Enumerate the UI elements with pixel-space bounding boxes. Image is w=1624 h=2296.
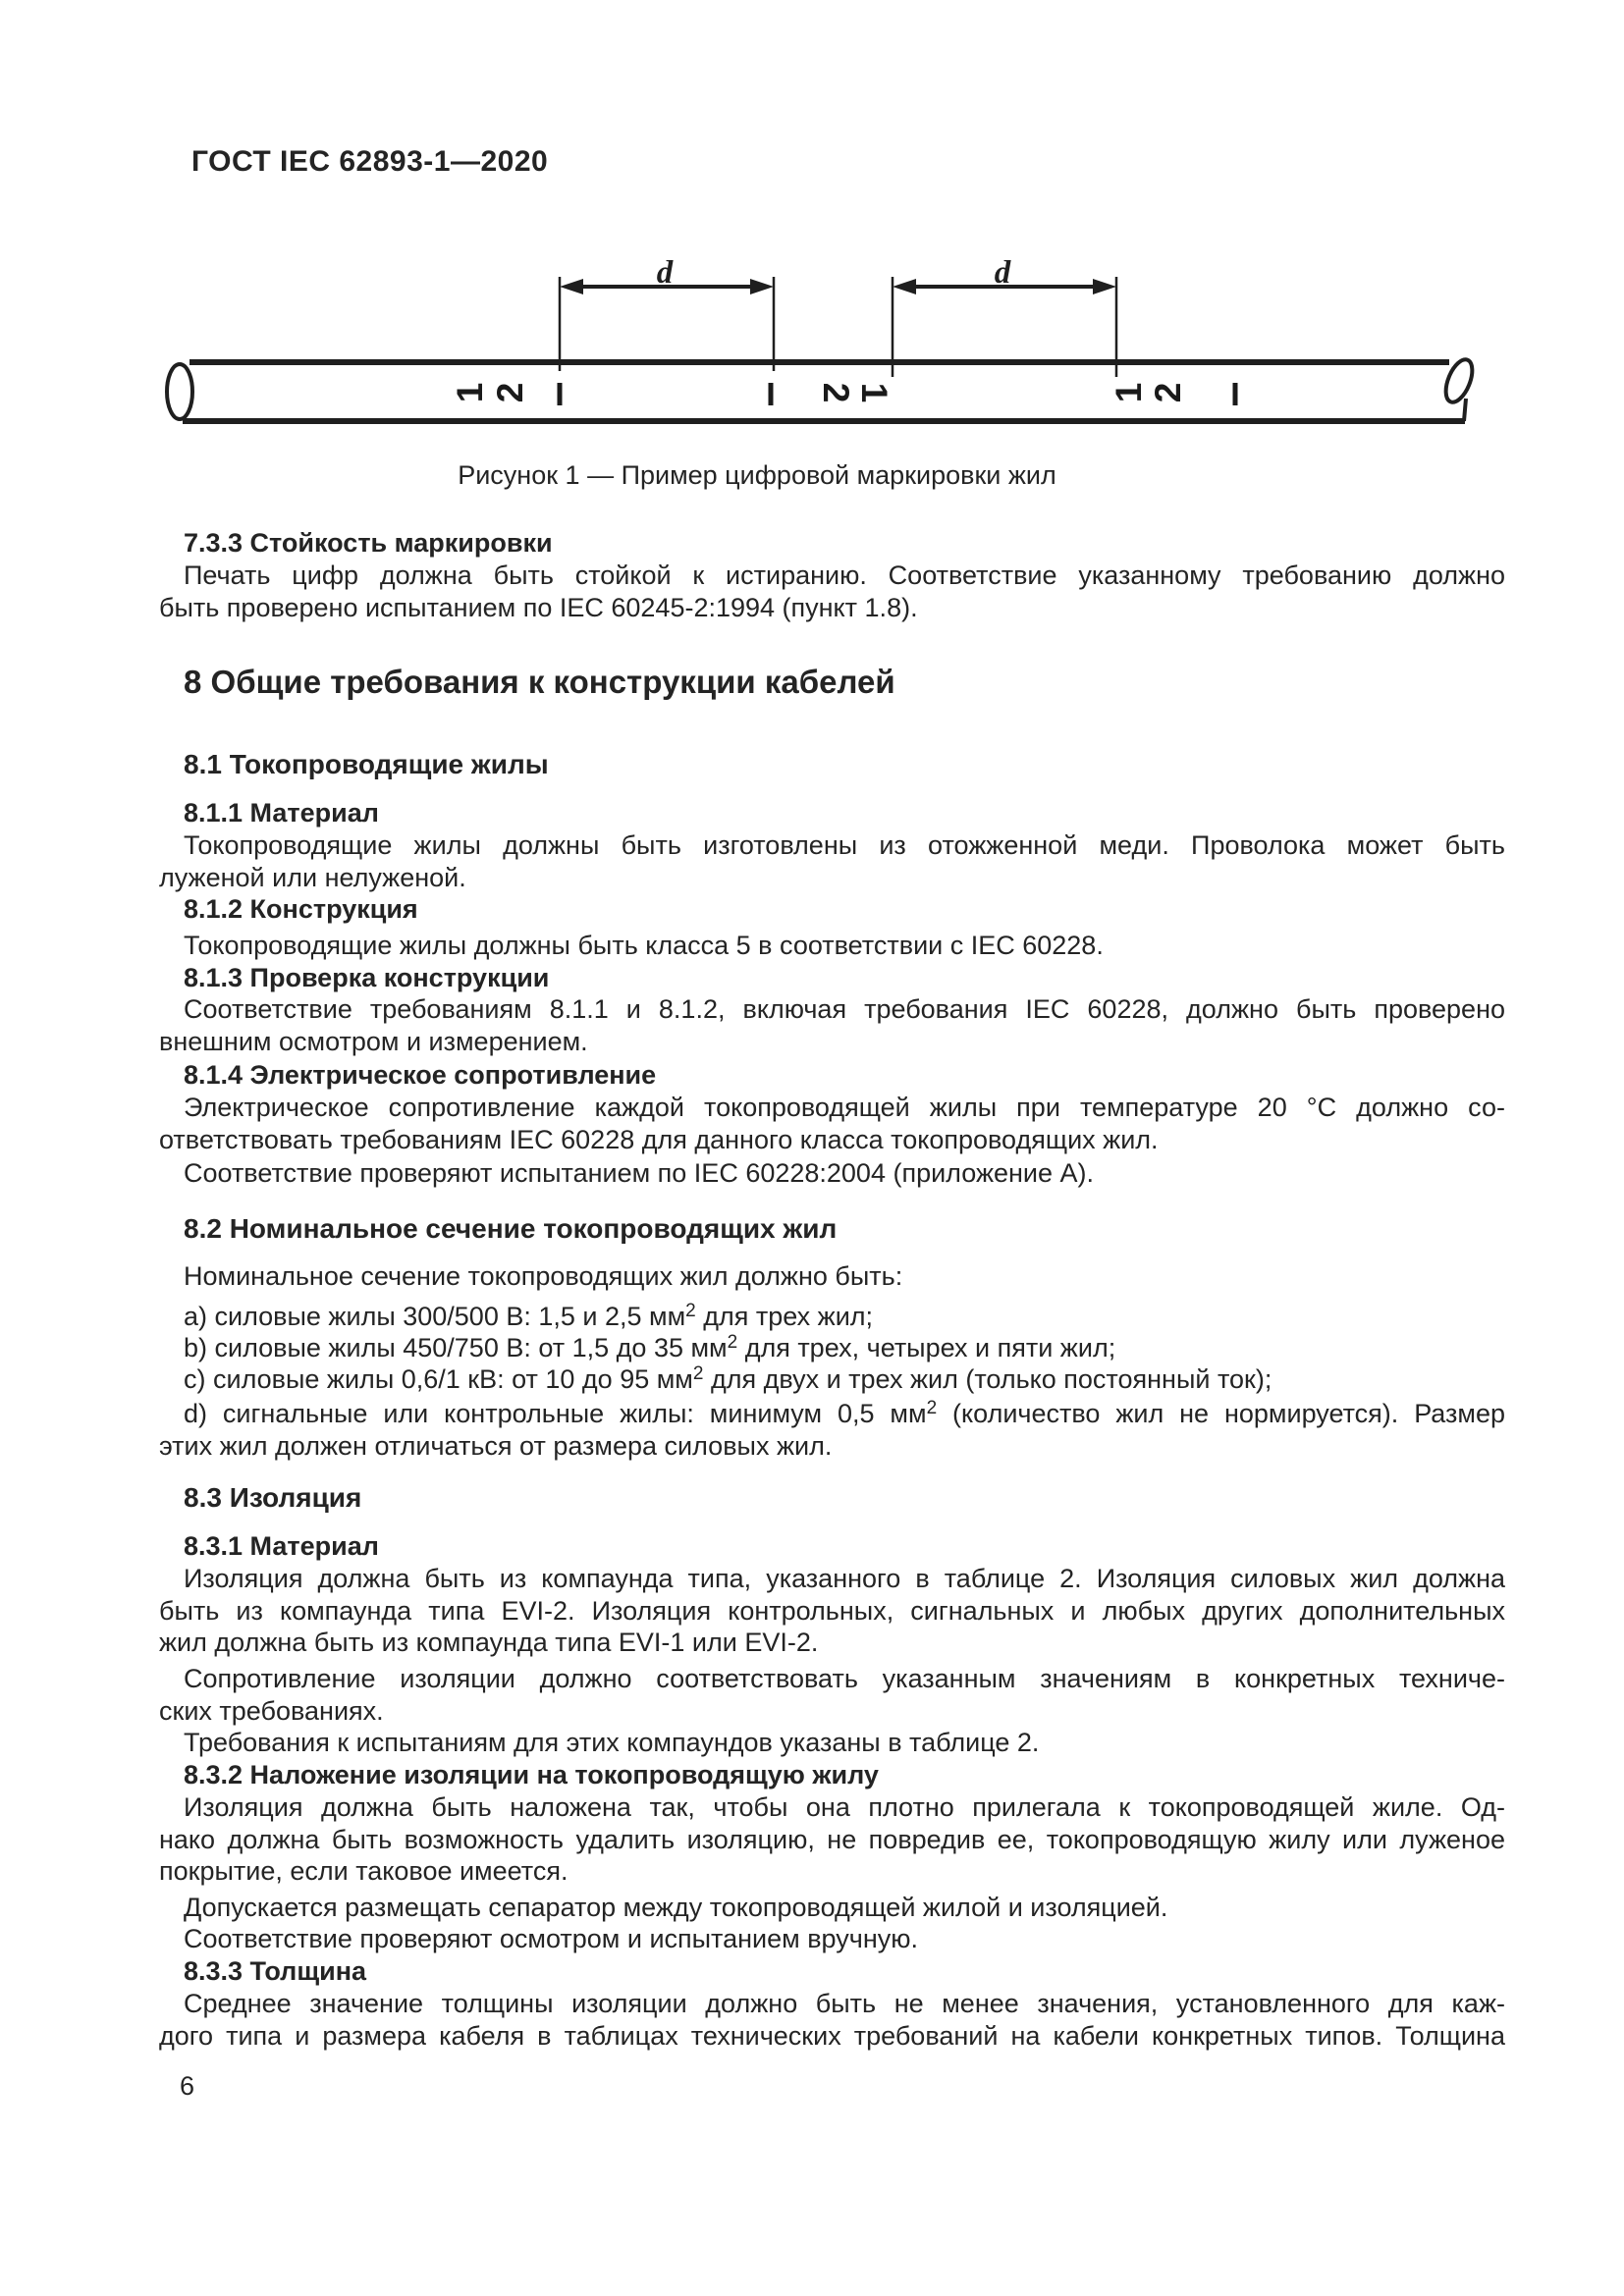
core-number-digit: 1: [450, 382, 490, 403]
paragraph: [159, 829, 1505, 893]
text-line: Токопроводящие жилы должны быть изготовлены из отожженной меди. Проволока может быть: [184, 830, 1505, 860]
item-text: b) силовые жилы 450/750 В: от 1,5 до 35 мм: [184, 1333, 728, 1362]
arrowhead-left-icon: [560, 279, 583, 294]
cable-cut-end-left: [167, 364, 192, 419]
paragraph: [159, 1092, 1505, 1155]
item-text: d) сигнальные или контрольные жилы: минимум 0,5 мм: [184, 1399, 927, 1428]
core-number-digit: 1: [854, 382, 894, 403]
item-text: для трех, четырех и пяти жил;: [737, 1333, 1116, 1362]
core-number-digit: 1: [1109, 382, 1149, 403]
heading-8-1-4: 8.1.4 Электрическое сопротивление: [184, 1060, 657, 1090]
text-line: Изоляция должна быть из компаунда типа, указанного в таблице 2. Изоляция силовых жил должна: [184, 1564, 1505, 1593]
text-line: этих жил должен отличаться от размера силовых жил.: [159, 1430, 833, 1461]
paragraph: [159, 1727, 1505, 1759]
item-text: для трех жил;: [695, 1302, 874, 1331]
heading-8-1: 8.1 Токопроводящие жилы: [184, 749, 549, 779]
document-header: ГОСТ IEC 62893-1—2020: [191, 145, 549, 178]
paragraph: [159, 1791, 1505, 1888]
text-line: Соответствие проверяют испытанием по IEC 60228:2004 (приложение А).: [184, 1158, 1095, 1188]
text-line: ответствовать требованиям IEC 60228 для данного класса токопроводящих жил.: [159, 1124, 1159, 1154]
heading-8-3-2: 8.3.2 Наложение изоляции на токопроводящую жилу: [184, 1760, 879, 1789]
text-line: Соответствие требованиям 8.1.1 и 8.1.2, включая требования IEC 60228, должно быть проверено: [184, 994, 1505, 1024]
text-line: быть из компаунда типа EVI-2. Изоляция контрольных, сигнальных и любых других дополнительных: [159, 1595, 1505, 1626]
text-line: ских требованиях.: [159, 1695, 384, 1726]
text-line: Сопротивление изоляции должно соответствовать указанным значениям в конкретных техниче-: [184, 1664, 1505, 1693]
heading-8-1-1: 8.1.1 Материал: [184, 798, 379, 828]
superscript: 2: [692, 1363, 704, 1384]
paragraph: [159, 1563, 1505, 1659]
text-line: быть проверено испытанием по IEC 60245-2:1994 (пункт 1.8).: [159, 592, 918, 622]
heading-7-3-3: 7.3.3 Стойкость маркировки: [184, 528, 553, 558]
core-number-digit: 2: [816, 382, 856, 403]
text-line: нако должна быть возможность удалить изоляцию, не повредив ее, токопроводящую жилу или луженое: [159, 1824, 1505, 1854]
dimension-label-d-1: d: [656, 255, 674, 291]
paragraph: [159, 1923, 1505, 1955]
text-line: Токопроводящие жилы должны быть класса 5 в соответствии с IEC 60228.: [184, 931, 1104, 960]
heading-8-1-3: 8.1.3 Проверка конструкции: [184, 963, 550, 992]
heading-8-2: 8.2 Номинальное сечение токопроводящих жил: [184, 1213, 838, 1244]
item-text: c) силовые жилы 0,6/1 кВ: от 10 до 95 мм: [184, 1364, 693, 1394]
heading-8-1-2: 8.1.2 Конструкция: [184, 894, 418, 924]
text-line: Электрическое сопротивление каждой токопроводящей жилы при температуре 20 °С должно со-: [184, 1093, 1505, 1122]
item-text: (количество жил не нормируется). Размер: [937, 1399, 1505, 1428]
paragraph: [159, 560, 1505, 623]
list-item-c: [159, 1359, 1505, 1396]
heading-8-3-3: 8.3.3 Толщина: [184, 1956, 367, 1986]
text-line: Изоляция должна быть наложена так, чтобы она плотно прилегала к токопроводящей жиле. Од-: [184, 1792, 1505, 1822]
paragraph: [159, 1892, 1505, 1924]
paragraph: [159, 1988, 1505, 2052]
list-item-d: [159, 1393, 1505, 1462]
text-line: луженой или нелуженой.: [159, 862, 466, 892]
heading-8-3: 8.3 Изоляция: [184, 1482, 362, 1513]
paragraph: [159, 1260, 1505, 1293]
figure-caption: Рисунок 1 — Пример цифровой маркировки жил: [458, 460, 1056, 490]
text-line: [159, 1393, 1505, 1430]
cable-end-edge: [1464, 399, 1466, 421]
superscript: 2: [685, 1301, 696, 1321]
item-text: для двух и трех жил (только постоянный ток);: [703, 1364, 1272, 1394]
core-number-digit: 2: [1148, 382, 1188, 403]
heading-8: 8 Общие требования к конструкции кабелей: [184, 664, 895, 700]
figure-cable-marking-diagram: [0, 236, 1624, 461]
text-line: покрытие, если таковое имеется.: [159, 1856, 568, 1886]
page-number: 6: [180, 2071, 195, 2101]
arrowhead-left-icon: [893, 279, 916, 294]
text-line: Номинальное сечение токопроводящих жил должно быть:: [184, 1261, 903, 1291]
core-number-digit: 2: [490, 382, 530, 403]
paragraph: [159, 1157, 1505, 1190]
arrowhead-right-icon: [1093, 279, 1116, 294]
superscript: 2: [926, 1398, 938, 1418]
item-text: a) силовые жилы 300/500 В: 1,5 и 2,5 мм: [184, 1302, 686, 1331]
text-line: Печать цифр должна быть стойкой к истиранию. Соответствие указанному требованию должно: [184, 561, 1505, 590]
text-line: Допускается размещать сепаратор между токопроводящей жилой и изоляцией.: [184, 1893, 1168, 1922]
text-line: дого типа и размера кабеля в таблицах технических требований на кабели конкретных типов. Толщина: [159, 2020, 1505, 2051]
dimension-label-d-2: d: [994, 255, 1011, 291]
paragraph: [159, 930, 1505, 962]
text-line: Требования к испытаниям для этих компаундов указаны в таблице 2.: [184, 1728, 1040, 1757]
text-line: внешним осмотром и измерением.: [159, 1026, 588, 1056]
superscript: 2: [727, 1332, 738, 1353]
text-line: [159, 1359, 1505, 1396]
text-line: жил должна быть из компаунда типа EVI-1 или EVI-2.: [159, 1628, 819, 1657]
paragraph: [159, 993, 1505, 1057]
text-line: Соответствие проверяют осмотром и испытанием вручную.: [184, 1924, 918, 1953]
heading-8-3-1: 8.3.1 Материал: [184, 1531, 379, 1561]
text-line: Среднее значение толщины изоляции должно быть не менее значения, установленного для каж-: [184, 1989, 1505, 2018]
arrowhead-right-icon: [750, 279, 774, 294]
paragraph: [159, 1663, 1505, 1727]
